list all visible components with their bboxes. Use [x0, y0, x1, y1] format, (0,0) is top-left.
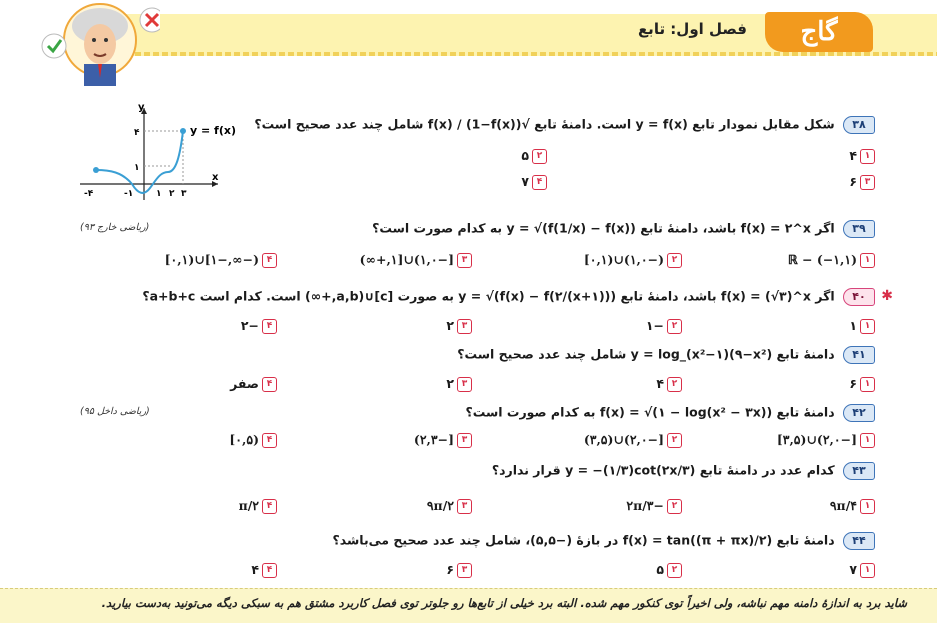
question-38-source: (ریاضی خارج ۹۳): [80, 222, 150, 233]
question-44: [333, 532, 876, 550]
difficulty-mark-icon: ✱: [881, 288, 893, 304]
curve-end-point: [180, 128, 186, 134]
q40-option-3[interactable]: ۳۲: [446, 318, 472, 334]
q39-option-1[interactable]: ۱ℝ − (−۱,۱): [788, 252, 875, 268]
q43-option-2[interactable]: ۲−۲π/۳: [626, 498, 682, 514]
y-axis-label: y: [138, 102, 145, 113]
footer-tip: شاید برد به اندازهٔ دامنه مهم نباشه، ولی اخیراً توی کنکور مهم شده. البته برد خیلی از تابع‌ها رو جلوتر توی فصل کاربرد مشتق هم به سبکی دیگه می‌تونید به‌دست بیارید.: [101, 596, 907, 610]
function-graph: [78, 100, 238, 210]
curve-start-point: [93, 167, 99, 173]
y-tick-4: ۴: [134, 128, 140, 138]
q39-option-2[interactable]: ۲(−۱,۰)∪(۰,۱]: [584, 252, 682, 268]
question-42: [466, 404, 876, 422]
q38-option-1[interactable]: ۱۴: [849, 148, 875, 164]
question-42-source: (ریاضی داخل ۹۵): [80, 406, 150, 417]
q42-option-1[interactable]: ۱[−۲,۰)∪(۳,۵]: [777, 432, 875, 448]
q43-option-1[interactable]: ۱۹π/۴: [830, 498, 875, 514]
q40-option-2[interactable]: ۲−۱: [646, 318, 682, 334]
question-number: ۳۸: [843, 116, 875, 134]
publisher-logo: گاج: [765, 12, 873, 52]
x-axis-label: x: [212, 172, 219, 183]
question-41: [457, 346, 875, 364]
q44-option-4[interactable]: ۴۴: [251, 562, 277, 578]
q40-option-1[interactable]: ۱۱: [849, 318, 875, 334]
question-number: ۳۹: [843, 220, 875, 238]
q42-option-2[interactable]: ۲[−۲,۰)∪(۳,۵): [584, 432, 682, 448]
question-text: دامنهٔ تابع f(x) = √(۱ − log(x² − ۳x)) به کدام صورت است؟: [465, 404, 835, 420]
q41-option-2[interactable]: ۲۴: [656, 376, 682, 392]
question-text: اگر f(x) = ۲^x باشد، دامنهٔ تابع y = √(f(1/x) − f(x)) به کدام صورت است؟: [372, 220, 835, 236]
question-number: ۴۳: [843, 462, 875, 480]
q41-option-3[interactable]: ۳۲: [446, 376, 472, 392]
question-text: دامنهٔ تابع f(x) = tan((π + πx)/۲) در بازهٔ (−۵,۵)، شامل چند عدد صحیح می‌باشد؟: [332, 532, 835, 548]
q42-option-3[interactable]: ۳[−۲,۳): [414, 432, 472, 448]
q41-option-1[interactable]: ۱۶: [849, 376, 875, 392]
question-text: دامنهٔ تابع y = log_(x²−۱)(۹−x²) شامل چند عدد صحیح است؟: [457, 346, 835, 362]
q39-option-4[interactable]: ۴(−∞,−۱]∪(۰,۱]: [165, 252, 277, 268]
q44-option-2[interactable]: ۲۵: [656, 562, 682, 578]
q41-option-4[interactable]: ۴صفر: [230, 376, 277, 392]
question-number: ۴۲: [843, 404, 875, 422]
question-43: [492, 462, 875, 480]
question-text: اگر f(x) = (√۳)^x باشد، دامنهٔ تابع y = √(f(x) − f(۲/(x+۱))) به صورت [a,b)∪[c,+∞) است. کدام است a+b+c؟: [142, 288, 835, 304]
q44-option-1[interactable]: ۱۷: [849, 562, 875, 578]
question-text: شکل مقابل نمودار تابع y = f(x) است. دامنهٔ تابع √f(x) / (1−f(x)) شامل چند عدد صحیح است؟: [254, 116, 835, 132]
question-38: [254, 116, 875, 134]
q43-option-3[interactable]: ۳۹π/۲: [427, 498, 472, 514]
mascot-illustration: [40, 0, 160, 86]
graph-label: y = f(x): [190, 124, 236, 137]
question-number: ۴۴: [843, 532, 875, 550]
q38-option-3[interactable]: ۳۶: [849, 174, 875, 190]
q38-option-2[interactable]: ۲۵: [521, 148, 547, 164]
x-tick-2: ۲: [169, 189, 175, 199]
question-number: ۴۰: [843, 288, 875, 306]
x-tick-3: ۳: [181, 189, 187, 199]
q42-option-4[interactable]: ۴(۰,۵]: [229, 432, 277, 448]
q43-option-4[interactable]: ۴π/۲: [239, 498, 277, 514]
question-40: [142, 288, 875, 306]
q44-option-3[interactable]: ۳۶: [446, 562, 472, 578]
q39-option-3[interactable]: ۳[−۱,۰)∪[۱,+∞): [360, 252, 472, 268]
q40-option-4[interactable]: ۴−۲: [241, 318, 277, 334]
question-39: [372, 220, 875, 238]
question-text: کدام عدد در دامنهٔ تابع y = −(۱/۳)cot(۲x/۳) قرار ندارد؟: [491, 462, 835, 478]
x-tick-neg1: -۱: [124, 189, 134, 199]
question-number: ۴۱: [843, 346, 875, 364]
x-tick-1: ۱: [156, 189, 162, 199]
y-tick-1: ۱: [134, 163, 140, 173]
x-tick-neg4: -۴: [84, 189, 94, 199]
chapter-title: فصل اول: تابع: [637, 20, 747, 38]
q38-option-4[interactable]: ۴۷: [521, 174, 547, 190]
